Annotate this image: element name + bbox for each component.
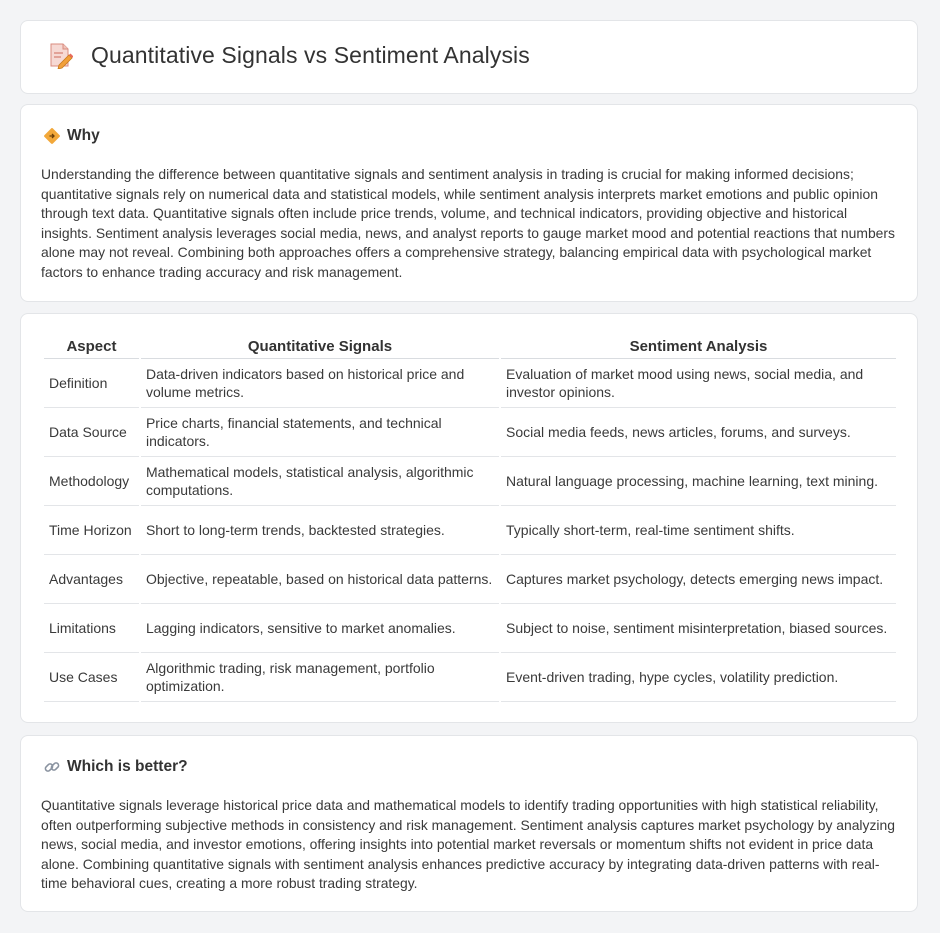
why-heading: Why <box>67 127 100 144</box>
row-quantitative: Data-driven indicators based on historical price and volume metrics. <box>141 359 499 408</box>
row-aspect: Definition <box>44 359 139 408</box>
row-aspect: Data Source <box>44 408 139 457</box>
table-row <box>44 555 896 604</box>
title-row <box>47 41 530 69</box>
table-row <box>44 408 896 457</box>
row-aspect: Limitations <box>44 604 139 653</box>
row-sentiment: Natural language processing, machine learning, text mining. <box>501 457 896 506</box>
row-quantitative: Algorithmic trading, risk management, portfolio optimization. <box>141 653 499 702</box>
row-sentiment: Evaluation of market mood using news, social media, and investor opinions. <box>501 359 896 408</box>
better-heading-row <box>43 758 188 776</box>
row-sentiment: Event-driven trading, hype cycles, volatility prediction. <box>501 653 896 702</box>
row-aspect: Time Horizon <box>44 506 139 555</box>
page-title: Quantitative Signals vs Sentiment Analysis <box>91 41 530 68</box>
row-sentiment: Subject to noise, sentiment misinterpretation, biased sources. <box>501 604 896 653</box>
row-sentiment: Social media feeds, news articles, forums, and surveys. <box>501 408 896 457</box>
table-header-row <box>44 335 896 359</box>
better-heading: Which is better? <box>67 758 188 775</box>
column-header-quantitative: Quantitative Signals <box>141 335 499 359</box>
why-text: Understanding the difference between quantitative signals and sentiment analysis in trading is crucial for making informed decisions; quantitative signals rely on numerical data and statistical models, while sentiment analysis interprets market emotions and public opinion through text data. Quantitative signals often include price trends, volume, and technical indicators, providing objective and historical insights. Sentiment analysis leverages social media, news, and analyst reports to gauge market mood and potential reactions that numbers alone may not reveal. Combining both approaches offers a comprehensive strategy, balancing empirical data with psychological market factors to enhance trading accuracy and risk management. <box>41 166 895 280</box>
row-aspect: Methodology <box>44 457 139 506</box>
comparison-section <box>20 313 918 723</box>
table-row <box>44 359 896 408</box>
table-row <box>44 506 896 555</box>
which-is-better-section <box>20 735 918 912</box>
column-header-aspect: Aspect <box>44 335 139 359</box>
row-quantitative: Objective, repeatable, based on historical data patterns. <box>141 555 499 604</box>
header-card <box>20 20 918 94</box>
row-aspect: Advantages <box>44 555 139 604</box>
table-row <box>44 604 896 653</box>
row-aspect: Use Cases <box>44 653 139 702</box>
comparison-table <box>42 335 898 702</box>
document-pencil-icon <box>47 41 73 69</box>
row-quantitative: Price charts, financial statements, and technical indicators. <box>141 408 499 457</box>
row-quantitative: Lagging indicators, sensitive to market anomalies. <box>141 604 499 653</box>
better-text: Quantitative signals leverage historical price data and mathematical models to identify trading opportunities with high statistical reliability, often outperforming subjective methods in consistency and risk management. Sentiment analysis captures market psychology by analyzing news, social media, and investor emotions, offering insights into potential market reversals or momentum shifts not evident in price data alone. Combining quantitative signals with sentiment analysis enhances predictive accuracy by integrating data-driven patterns with real-time behavioral cues, creating a more robust trading strategy. <box>41 797 895 891</box>
why-section <box>20 104 918 302</box>
why-heading-row <box>43 127 100 145</box>
column-header-sentiment: Sentiment Analysis <box>501 335 896 359</box>
table-row <box>44 457 896 506</box>
row-quantitative: Mathematical models, statistical analysis, algorithmic computations. <box>141 457 499 506</box>
row-sentiment: Typically short-term, real-time sentiment shifts. <box>501 506 896 555</box>
link-icon <box>43 758 61 776</box>
diamond-sign-icon <box>43 127 61 145</box>
row-quantitative: Short to long-term trends, backtested strategies. <box>141 506 499 555</box>
row-sentiment: Captures market psychology, detects emerging news impact. <box>501 555 896 604</box>
table-row <box>44 653 896 702</box>
